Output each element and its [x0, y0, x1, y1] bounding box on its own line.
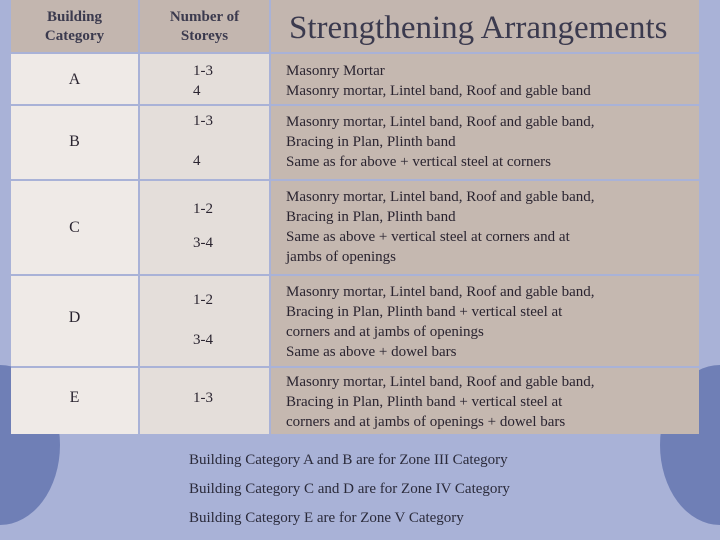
storeys-value: 1-3: [193, 63, 213, 79]
storeys-value: 1-3: [193, 113, 213, 129]
storeys-value: 1-3: [193, 390, 213, 406]
storeys-cell: [139, 275, 270, 367]
category-cell: [11, 105, 139, 180]
arrangements-cell: [270, 105, 699, 180]
table-row: [11, 53, 699, 105]
header-strengthening-arrangements: [270, 0, 699, 53]
strengthening-table-card: [11, 0, 699, 434]
arrangement-line: Same as for above + vertical steel at corners: [286, 154, 552, 170]
category-label: E: [69, 389, 80, 406]
header-text: Building: [46, 9, 103, 25]
arrangement-line: Same as above + vertical steel at corners and at: [286, 229, 570, 245]
arrangement-line: Masonry mortar, Lintel band, Roof and gable band: [286, 83, 591, 99]
storeys-value: 1-2: [193, 292, 213, 308]
storeys-value: 4: [193, 83, 201, 99]
category-cell: [11, 275, 139, 367]
arrangement-line: Masonry mortar, Lintel band, Roof and gable band,: [286, 114, 595, 130]
storeys-spacer: [193, 131, 269, 151]
header-text: Storeys: [180, 28, 229, 44]
arrangement-line: corners and at jambs of openings: [286, 324, 484, 340]
header-number-of-storeys: [139, 0, 270, 53]
arrangement-line: Bracing in Plan, Plinth band: [286, 134, 456, 150]
table-row: [11, 105, 699, 180]
storeys-cell: [139, 180, 270, 275]
arrangement-line: jambs of openings: [286, 249, 396, 265]
arrangement-line: Bracing in Plan, Plinth band: [286, 209, 456, 225]
arrangements-cell: [270, 275, 699, 367]
arrangement-line: corners and at jambs of openings + dowel bars: [286, 414, 566, 430]
storeys-value: 3-4: [193, 235, 213, 251]
zone-notes: [189, 446, 689, 533]
strengthening-table: [11, 0, 699, 434]
zone-note: Building Category C and D are for Zone IV Category: [189, 481, 510, 497]
header-text: Number of: [169, 9, 240, 25]
storeys-spacer: [193, 219, 269, 233]
storeys-value: 3-4: [193, 332, 213, 348]
storeys-spacer: [193, 310, 269, 330]
arrangement-line: Bracing in Plan, Plinth band + vertical steel at: [286, 394, 563, 410]
arrangement-line: Masonry Mortar: [286, 63, 385, 79]
category-cell: [11, 367, 139, 434]
category-label: A: [68, 71, 81, 88]
arrangement-line: Same as above + dowel bars: [286, 344, 457, 360]
storeys-value: 1-2: [193, 201, 213, 217]
table-row: [11, 275, 699, 367]
arrangements-cell: [270, 180, 699, 275]
category-label: B: [69, 133, 80, 150]
arrangement-line: Masonry mortar, Lintel band, Roof and gable band,: [286, 284, 595, 300]
arrangement-line: Masonry mortar, Lintel band, Roof and gable band,: [286, 374, 595, 390]
header-text: Category: [44, 28, 105, 44]
arrangement-line: Masonry mortar, Lintel band, Roof and gable band,: [286, 189, 595, 205]
arrangements-cell: [270, 53, 699, 105]
zone-note: Building Category A and B are for Zone III Category: [189, 452, 508, 468]
table-header-row: [11, 0, 699, 53]
arrangements-cell: [270, 367, 699, 434]
table-row: [11, 180, 699, 275]
storeys-cell: [139, 105, 270, 180]
storeys-cell: [139, 367, 270, 434]
arrangement-line: Bracing in Plan, Plinth band + vertical steel at: [286, 304, 563, 320]
zone-note: Building Category E are for Zone V Category: [189, 510, 464, 526]
category-cell: [11, 180, 139, 275]
storeys-value: 4: [193, 153, 201, 169]
storeys-cell: [139, 53, 270, 105]
table-row: [11, 367, 699, 434]
category-cell: [11, 53, 139, 105]
category-label: D: [68, 309, 81, 326]
table-title: Strengthening Arrangements: [289, 10, 668, 46]
header-building-category: [11, 0, 139, 53]
category-label: C: [69, 219, 80, 236]
